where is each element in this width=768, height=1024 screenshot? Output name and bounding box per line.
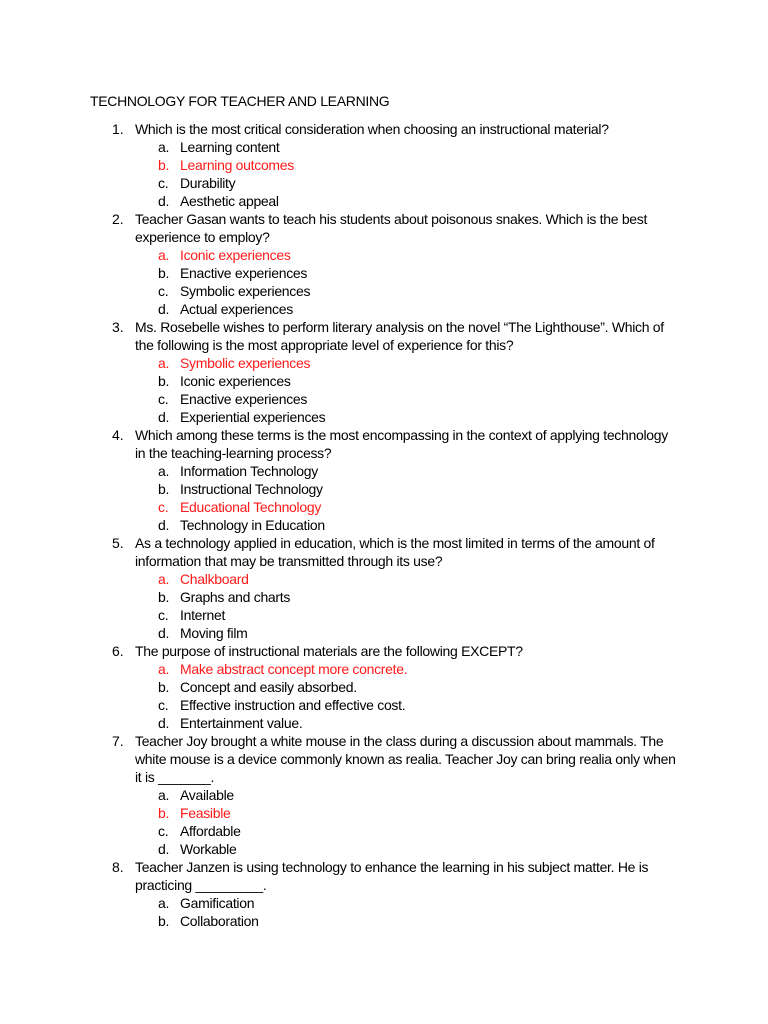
choice-text: Enactive experiences [180,391,308,407]
choice-text: Learning content [180,139,280,155]
choice-letter: b. [158,913,170,929]
choice-text: Entertainment value. [180,715,303,731]
choice-text: Chalkboard [180,571,249,587]
choice-letter: a. [158,463,170,479]
answer-choice [0,624,768,642]
choice-letter: d. [158,841,170,857]
choice-letter: a. [158,895,170,911]
answer-choice [0,390,768,408]
choice-letter: a. [158,355,170,371]
choice-letter: a. [158,247,170,263]
answer-choice [0,480,768,498]
answer-choice [0,606,768,624]
question-number: 6. [112,643,124,659]
choice-letter: d. [158,409,170,425]
choice-text: Workable [180,841,237,857]
choice-text: Collaboration [180,913,259,929]
choice-letter: d. [158,625,170,641]
answer-choice [0,408,768,426]
answer-choice [0,786,768,804]
question-number: 7. [112,733,124,749]
choice-letter: b. [158,265,170,281]
answer-choice-correct [0,570,768,588]
choice-text: Moving film [180,625,248,641]
question-item [0,318,768,426]
question-text: The purpose of instructional materials are the following EXCEPT? [135,643,523,659]
choice-text: Effective instruction and effective cost. [180,697,406,713]
choice-letter: b. [158,481,170,497]
choice-text: Actual experiences [180,301,293,317]
choice-letter: c. [158,175,169,191]
answer-choice-correct [0,354,768,372]
choice-letter: c. [158,697,169,713]
choice-letter: b. [158,589,170,605]
choice-text: Internet [180,607,226,623]
answer-choice [0,300,768,318]
choice-text: Iconic experiences [180,373,291,389]
choice-letter: b. [158,805,170,821]
choice-text: Symbolic experiences [180,355,311,371]
question-item [0,534,768,642]
question-number: 3. [112,319,124,335]
question-text: Which among these terms is the most encompassing in the context of applying technology in the teaching-learning process? [135,427,668,461]
choice-text: Gamification [180,895,255,911]
choice-letter: c. [158,499,169,515]
choice-text: Available [180,787,234,803]
question-number: 8. [112,859,124,875]
question-list [0,120,768,930]
answer-choice-correct [0,246,768,264]
answer-choice [0,678,768,696]
choice-letter: d. [158,193,170,209]
choice-text: Instructional Technology [180,481,323,497]
answer-choice-correct [0,498,768,516]
choice-text: Aesthetic appeal [180,193,279,209]
choice-letter: a. [158,661,170,677]
choice-text: Iconic experiences [180,247,291,263]
question-item [0,732,768,858]
choice-letter: a. [158,571,170,587]
choice-letter: d. [158,715,170,731]
choice-text: Feasible [180,805,231,821]
choice-text: Concept and easily absorbed. [180,679,357,695]
answer-choice [0,372,768,390]
question-number: 2. [112,211,124,227]
question-text: Which is the most critical consideration when choosing an instructional material? [135,121,609,137]
choice-letter: a. [158,787,170,803]
answer-choice [0,840,768,858]
choice-text: Educational Technology [180,499,322,515]
choice-letter: c. [158,391,169,407]
question-text: Ms. Rosebelle wishes to perform literary analysis on the novel “The Lighthouse”. Which of the following is the most appropriate level of experience for this? [135,319,664,353]
question-item [0,642,768,732]
question-item [0,858,768,930]
question-item [0,426,768,534]
choice-letter: c. [158,823,169,839]
answer-choice [0,174,768,192]
choice-letter: d. [158,517,170,533]
answer-choice [0,588,768,606]
answer-choice [0,912,768,930]
question-number: 1. [112,121,124,137]
question-text: As a technology applied in education, which is the most limited in terms of the amount of information that may be transmitted through its use? [135,535,655,569]
choice-letter: b. [158,373,170,389]
answer-choice [0,714,768,732]
question-number: 4. [112,427,124,443]
choice-letter: d. [158,301,170,317]
choice-text: Make abstract concept more concrete. [180,661,408,677]
answer-choice [0,192,768,210]
choice-text: Technology in Education [180,517,325,533]
choice-text: Learning outcomes [180,157,294,173]
choice-letter: a. [158,139,170,155]
answer-choice [0,264,768,282]
choice-letter: c. [158,283,169,299]
answer-choice [0,894,768,912]
choice-text: Affordable [180,823,241,839]
choice-letter: b. [158,157,170,173]
answer-choice [0,696,768,714]
choice-letter: c. [158,607,169,623]
choice-text: Symbolic experiences [180,283,311,299]
answer-choice [0,516,768,534]
answer-choice [0,138,768,156]
question-text: Teacher Joy brought a white mouse in the class during a discussion about mammals. The white mouse is a device commonly known as realia. Teacher Joy can bring realia only when it is _______. [135,733,676,785]
question-text: Teacher Gasan wants to teach his students about poisonous snakes. Which is the best experience to employ? [135,211,648,245]
answer-choice-correct [0,804,768,822]
choice-text: Enactive experiences [180,265,308,281]
choice-text: Durability [180,175,236,191]
answer-choice [0,462,768,480]
question-text: Teacher Janzen is using technology to enhance the learning in his subject matter. He is practicing _________. [135,859,649,893]
choice-text: Graphs and charts [180,589,291,605]
answer-choice [0,822,768,840]
answer-choice-correct [0,156,768,174]
choice-text: Information Technology [180,463,318,479]
document-title: TECHNOLOGY FOR TEACHER AND LEARNING [90,93,390,109]
answer-choice-correct [0,660,768,678]
question-item [0,210,768,318]
question-item [0,120,768,210]
choice-letter: b. [158,679,170,695]
choice-text: Experiential experiences [180,409,326,425]
question-number: 5. [112,535,124,551]
answer-choice [0,282,768,300]
